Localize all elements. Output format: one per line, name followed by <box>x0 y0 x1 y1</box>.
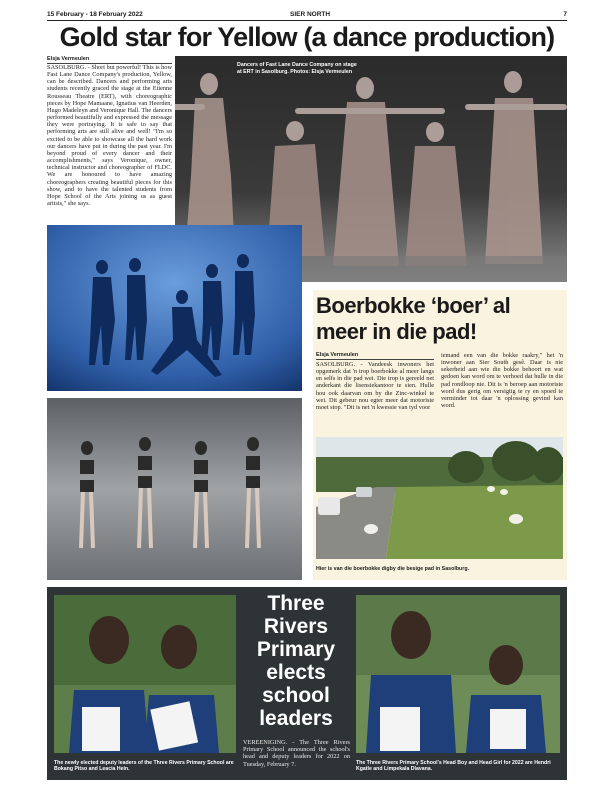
dance-grey-photo <box>47 398 302 580</box>
school-deputy-leaders-photo <box>54 595 236 753</box>
school-caption-right: The Three Rivers Primary School's Head Boy and Head Girl for 2022 are Hendri Kgatle and Limpekala Dlavana. <box>356 760 551 773</box>
issue-date: 15 February - 18 February 2022 <box>47 11 143 18</box>
page-number: 7 <box>563 11 567 18</box>
school-caption-left: The newly elected deputy leaders of the Three Rivers Primary School are Bokang Pitso and Leacia Hein. <box>54 760 234 773</box>
boer-goats-photo <box>316 437 563 559</box>
dance-byline: Elsja Vermeulen <box>47 56 172 64</box>
boer-body-col2: iemand een van die bokke raakry," het 'n inwoner aan Sier South gesê. Daar is nie sekerheid aan wie die bokke behoort en wat gedoen kan word om te verhoed dat hulle in die pad rondloop nie. Dit is 'n beroep aan motoriste word dus gerig om versigtig te ry en spoed te verminder tot daar 'n oplossing gevind kan word. <box>441 352 563 410</box>
boer-photo-caption: Hier is van die boerbokke digby die besige pad in Sasolburg. <box>316 566 470 572</box>
dance-body: SASOLBURG. - Short but powerful! This is how Fast Lane Dance Company's production, Yellow, can be described. Dancers and performing arts students recently graced the stage at the Etienne Rousseau Theatre (ERT), with choreographic pieces by Hope Mamaane, Ignatius van Heerden, Hugo Madeleyn and Veronique Hall. The dancers performed beautifully and expressed the message they were portraying. It is safe to say that performing arts are still alive and well! "I'm so excited to be able to showcase all the hard work our dancers have put in during the past year. I'm beyond proud of every dancer and their accomplishments," says Veronique, owner, technical instructor and choreographer of FLDC. We are honoured to have amazing choreographers creating beautiful pieces for this show, and to have the talented students from Hope School of the Arts joining us as guest artists," she says. <box>47 64 172 207</box>
boer-body-col1: SASOLBURG. - Vandeesk inwoners het opgemerk dat 'n trop boerbokke al meer langs en selfs in die pad wei. Die trop is gereeld net anderkant die lisensiekantoor te sien. Hulle hou ook daarvan om by die Zinc-winkel te wei. Dit gebeur nou egter meer dat motoriste moet stop. "Dit is net 'n kwessie van tyd voor <box>316 361 434 411</box>
dance-blue-photo <box>47 225 302 391</box>
school-headline: Three Rivers Primary elects school leaders <box>256 592 336 730</box>
boer-byline: Elsja Vermeulen <box>316 352 434 360</box>
boer-headline: Boerbokke ‘boer’ al meer in die pad! <box>316 293 511 344</box>
school-head-leaders-photo <box>356 595 560 753</box>
dance-headline: Gold star for Yellow (a dance production) <box>59 22 555 52</box>
publication-name: SIER NORTH <box>290 11 331 18</box>
dance-photo-caption: Dancers of Fast Lane Dance Company on stage at ERT in Sasolburg. Photos: Elsja Vermeulen <box>237 62 357 75</box>
school-body: VEREENIGING. - The Three Rivers Primary School announced the school's head and deputy leaders for 2022 on Tuesday, February 7. <box>243 739 350 768</box>
